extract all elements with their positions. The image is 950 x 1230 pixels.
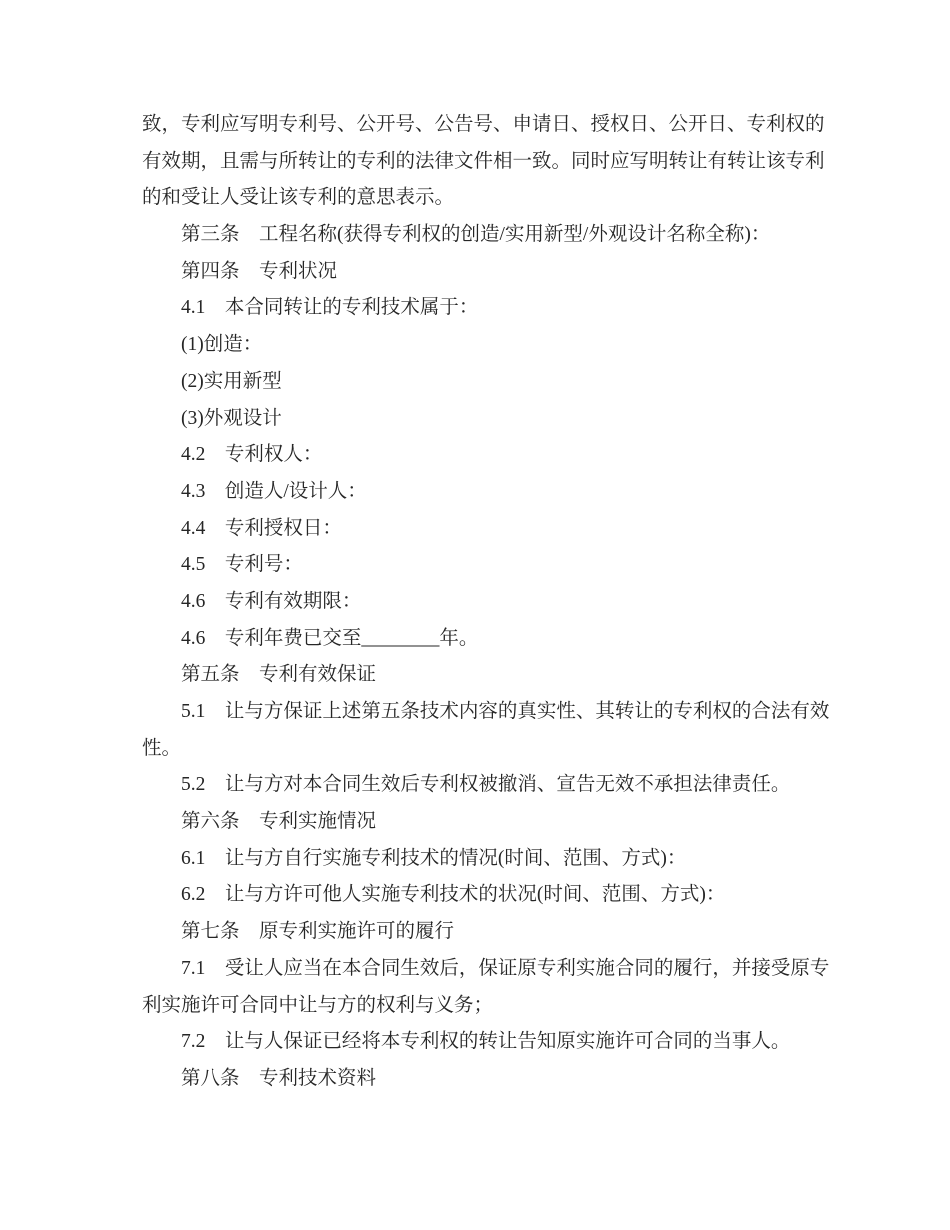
document-line-clause-4-5: 4.5 专利号： — [181, 554, 303, 576]
document-line-article-5: 第五条 专利有效保证 — [181, 664, 377, 686]
document-line-clause-5-1: 5.1 让与方保证上述第五条技术内容的真实性、其转让的专利权的合法有效 — [181, 701, 830, 722]
document-line-article-6: 第六条 专利实施情况 — [181, 811, 377, 833]
document-line-clause-5-2: 5.2 让与方对本合同生效后专利权被撤消、宣告无效不承担法律责任。 — [181, 774, 791, 796]
document-line: 性。 — [142, 737, 182, 759]
document-line-clause-7-1: 7.1 受让人应当在本合同生效后，保证原专利实施合同的履行，并接受原专 — [181, 957, 830, 979]
document-line-clause-4-2: 4.2 专利权人： — [181, 444, 323, 466]
document-line-clause-4-1: 4.1 本合同转让的专利技术属于： — [181, 297, 479, 319]
contract-text-block — [142, 107, 836, 1098]
document-line-article-8: 第八条 专利技术资料 — [181, 1067, 377, 1089]
document-line-item-3: (3)外观设计 — [181, 407, 282, 429]
document-line-clause-6-2: 6.2 让与方许可他人实施专利技术的状况(时间、范围、方式)： — [181, 884, 726, 906]
document-line-item-1: (1)创造： — [181, 334, 263, 356]
document-line: 致，专利应写明专利号、公开号、公告号、申请日、授权日、公开日、专利权的 — [142, 114, 825, 135]
document-line-clause-7-2: 7.2 让与人保证已经将本专利权的转让告知原实施许可合同的当事人。 — [181, 1031, 791, 1053]
document-line-clause-4-6: 4.6 专利有效期限： — [181, 590, 362, 612]
document-line-article-7: 第七条 原专利实施许可的履行 — [181, 921, 455, 943]
document-line-clause-6-1: 6.1 让与方自行实施专利技术的情况(时间、范围、方式)： — [181, 847, 687, 869]
document-line-clause-4-4: 4.4 专利授权日： — [181, 517, 342, 539]
document-line-clause-4-3: 4.3 创造人/设计人： — [181, 480, 367, 502]
document-line: 有效期，且需与所转让的专利的法律文件相一致。同时应写明转让有转让该专利 — [142, 150, 825, 172]
document-line-article-4: 第四条 专利状况 — [181, 260, 338, 282]
document-line: 的和受让人受让该专利的意思表示。 — [142, 187, 455, 209]
document-line: 利实施许可合同中让与方的权利与义务； — [142, 994, 494, 1016]
document-line-item-2: (2)实用新型 — [181, 370, 282, 392]
document-line-article-3: 第三条 工程名称(获得专利权的创造/实用新型/外观设计名称全称)： — [181, 224, 771, 246]
document-line-clause-4-6b: 4.6 专利年费已交至________年。 — [181, 627, 479, 649]
